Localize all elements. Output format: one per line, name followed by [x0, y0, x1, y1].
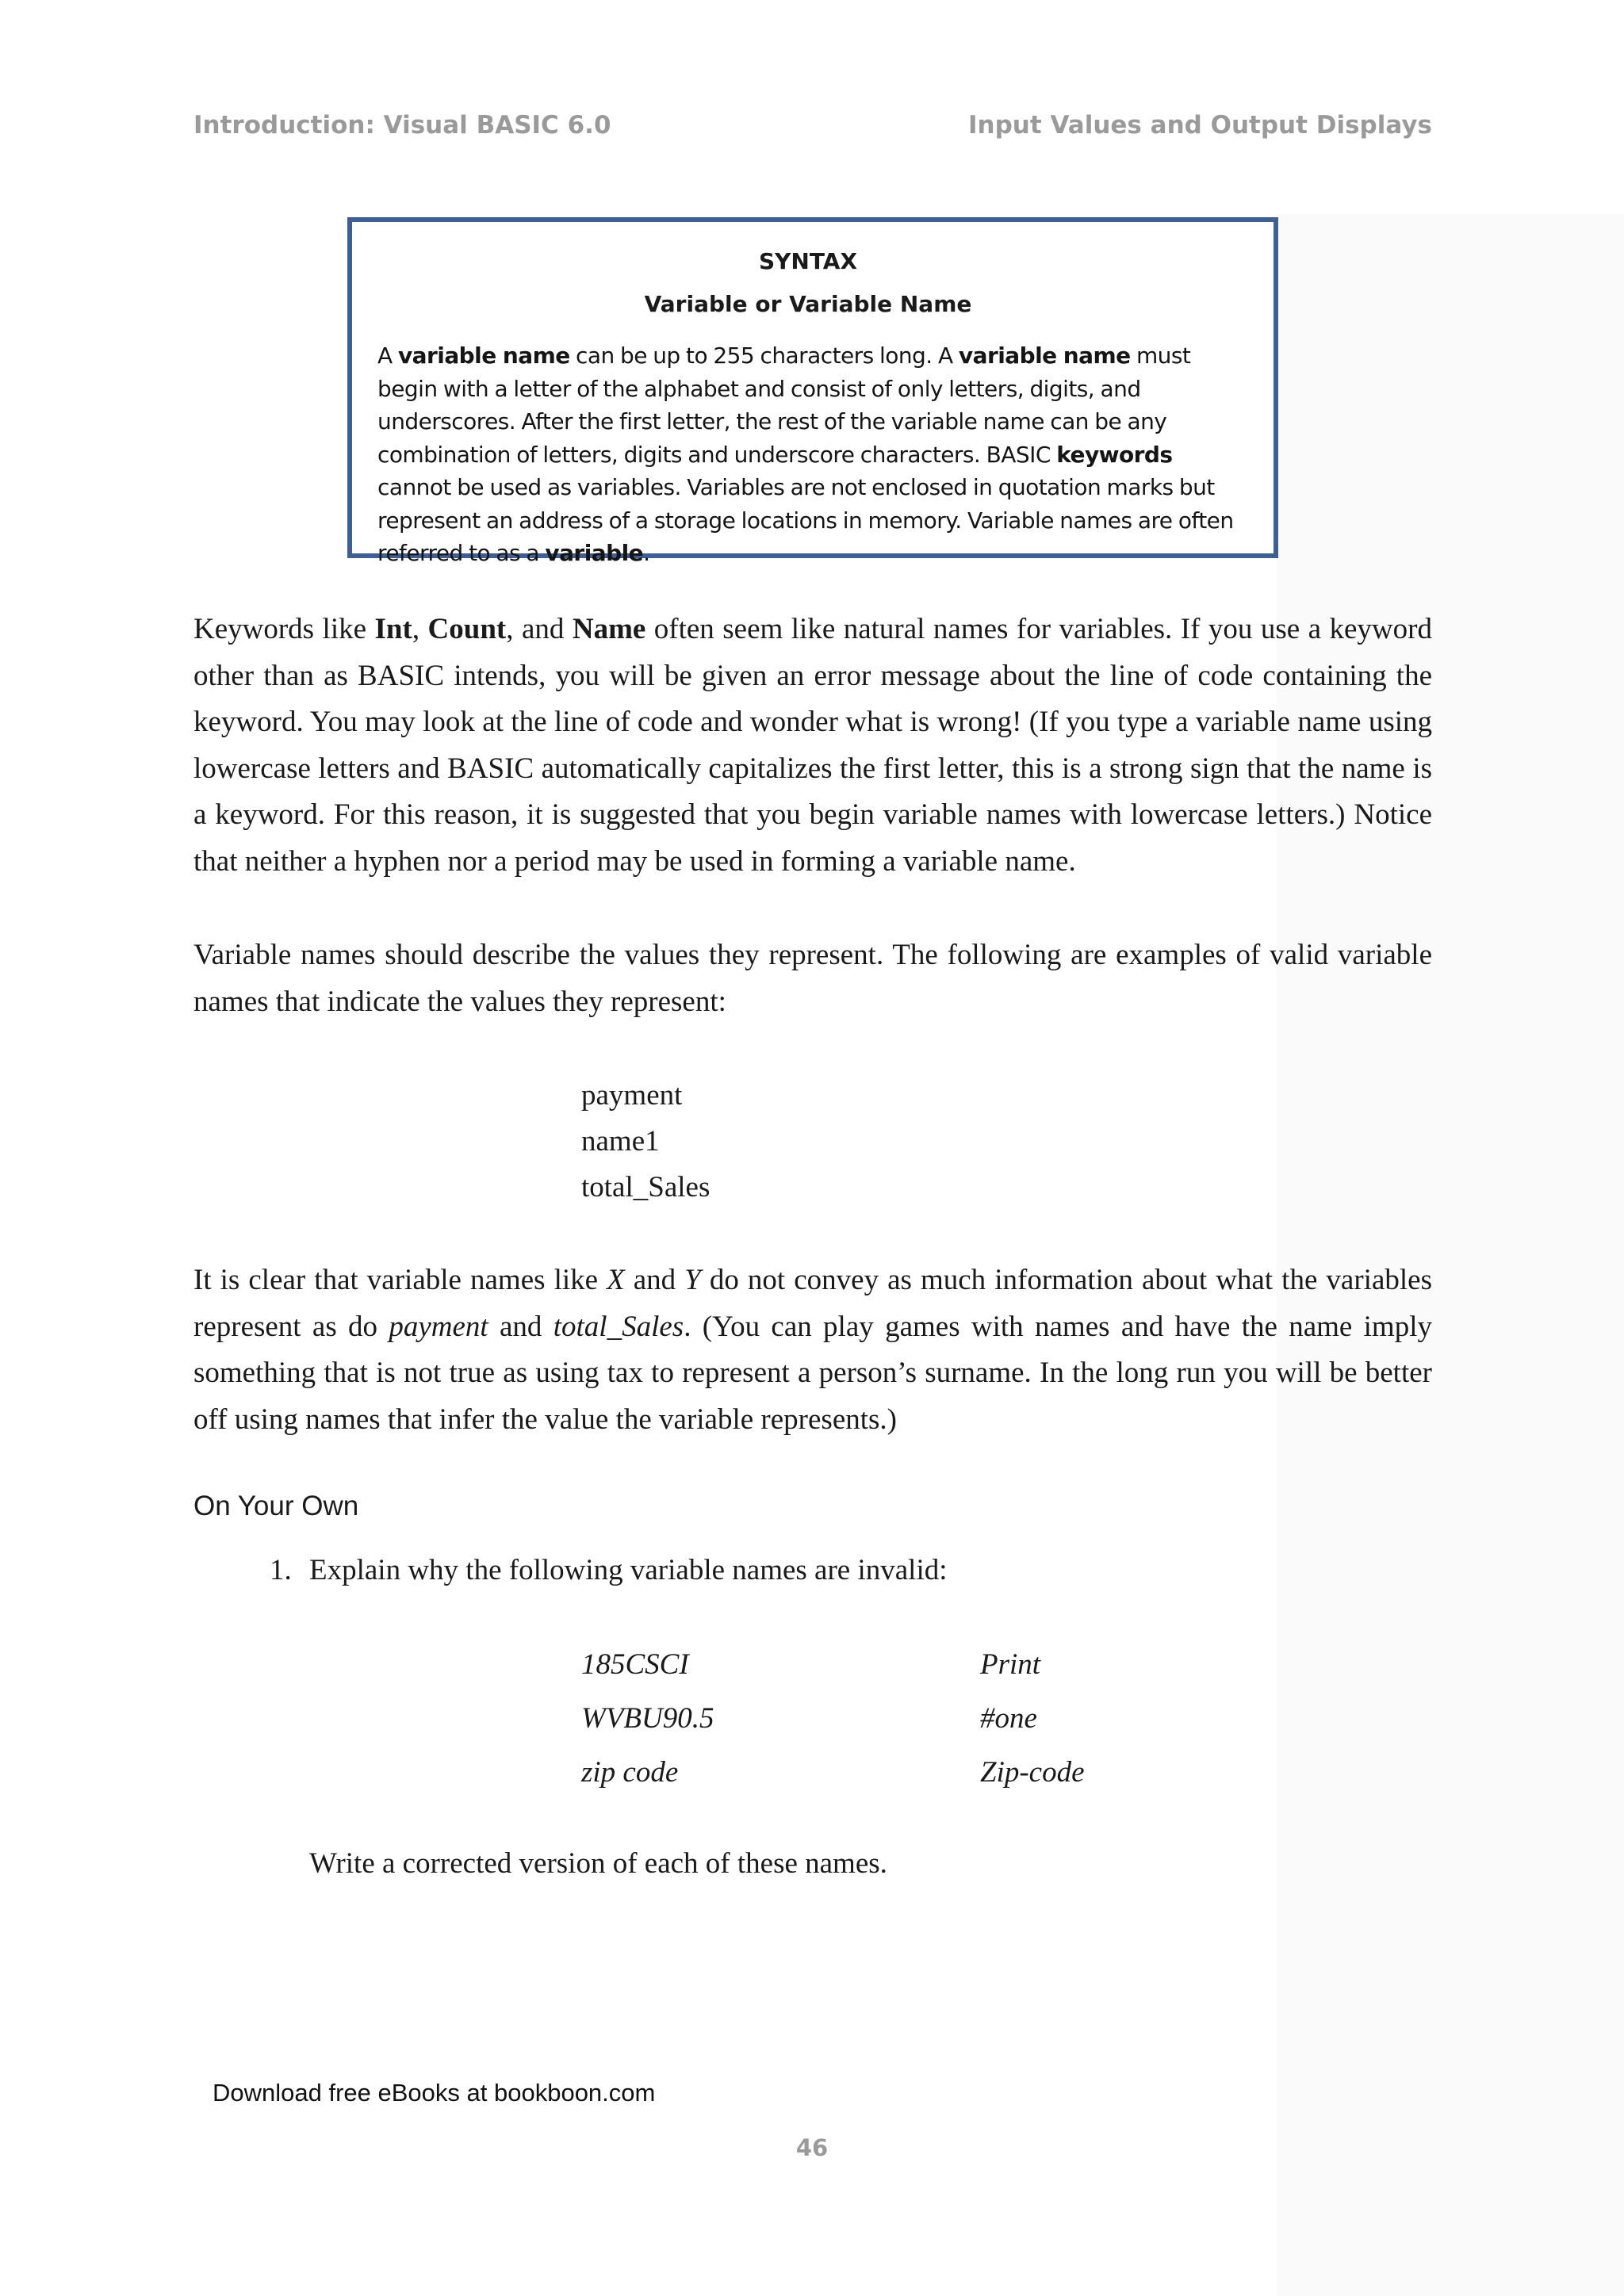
invalid-name: zip code [581, 1756, 679, 1789]
bold-term: keywords [1056, 441, 1173, 468]
italic-term: Y [684, 1264, 701, 1296]
header-book-title: Introduction: Visual BASIC 6.0 [193, 111, 611, 140]
text-run: cannot be used as variables. Variables are not enclosed in quotation marks but represent an address of a storage locations in memory. Variable names are often referred to as a [377, 474, 1234, 566]
exercise-text: Explain why the following variable names are invalid: [309, 1554, 948, 1586]
bold-term: Count [427, 613, 507, 645]
text-run: A [377, 342, 398, 369]
valid-names-list [581, 1073, 710, 1211]
text-run: must begin with a letter of the alphabet and consist of only letters, digits, and underscores. After the first letter, the rest of the variable name can be any combination of letters, digits and underscore characters. BASIC [377, 342, 1191, 468]
text-run: . [643, 540, 650, 566]
text-run: and [488, 1310, 553, 1343]
italic-term: X [607, 1264, 625, 1296]
text-run: do not convey as much information about what the variables represent as do [193, 1264, 1432, 1343]
invalid-name: Zip-code [980, 1756, 1085, 1789]
invalid-name: #one [980, 1702, 1037, 1735]
bold-term: Int [374, 613, 412, 645]
text-run: often seem like natural names for variables. If you use a keyword other than as BASIC intends, you will be given an error message about the line of code containing the keyword. You may look at the line of code and wonder what is wrong! (If you type a variable name using lowercase letters and BASIC automatically capitalizes the first letter, this is a strong sign that the name is a keyword. For this reason, it is suggested that you begin variable names with lowercase letters.) Notice that neither a hyphen nor a period may be used in forming a variable name. [193, 613, 1432, 878]
paragraph-meaningful-names [193, 1257, 1432, 1443]
syntax-body [377, 339, 1239, 570]
text-run: Keywords like [193, 613, 375, 645]
exercise-follow-up: Write a corrected version of each of these names. [309, 1847, 887, 1880]
invalid-names-grid [581, 1638, 1139, 1800]
exercise-number: 1. [270, 1554, 292, 1586]
text-run: It is clear that variable names like [193, 1264, 607, 1296]
bold-term: variable name [958, 342, 1131, 369]
italic-term: payment [389, 1310, 488, 1343]
list-item: name1 [581, 1125, 660, 1158]
text-run: and [624, 1264, 685, 1296]
exercise-item [270, 1548, 948, 1594]
section-heading: On Your Own [193, 1490, 359, 1521]
header-chapter-title: Input Values and Output Displays [968, 111, 1432, 140]
italic-term: total_Sales [553, 1310, 684, 1343]
bold-term: variable [545, 540, 644, 566]
list-item: payment [581, 1079, 683, 1112]
paragraph-keywords [193, 607, 1432, 885]
page-number: 46 [795, 2134, 829, 2161]
text-run: , and [506, 613, 573, 645]
bold-term: Name [572, 613, 646, 645]
text-run: . (You can play games with names and have the name imply something that is not true as using tax to represent a person’s surname. In the long run you will be better off using names that infer the value the variable represents.) [193, 1310, 1432, 1436]
invalid-name: Print [980, 1648, 1041, 1681]
invalid-name: WVBU90.5 [581, 1702, 714, 1735]
syntax-box [347, 217, 1278, 566]
page-shadow [1277, 214, 1624, 2296]
list-item: total_Sales [581, 1171, 710, 1203]
syntax-subtitle: Variable or Variable Name [644, 291, 972, 317]
syntax-title: SYNTAX [758, 248, 858, 274]
download-link[interactable]: Download free eBooks at bookboon.com [213, 2079, 656, 2107]
invalid-name: 185CSCI [581, 1648, 689, 1681]
running-header [193, 111, 1432, 140]
bold-term: variable name [397, 342, 570, 369]
text-run: , [412, 613, 428, 645]
text-run: can be up to 255 characters long. A [569, 342, 959, 369]
paragraph-descriptive-names: Variable names should describe the values they represent. The following are examples of valid variable names that indicate the values they represent: [193, 939, 1432, 1018]
